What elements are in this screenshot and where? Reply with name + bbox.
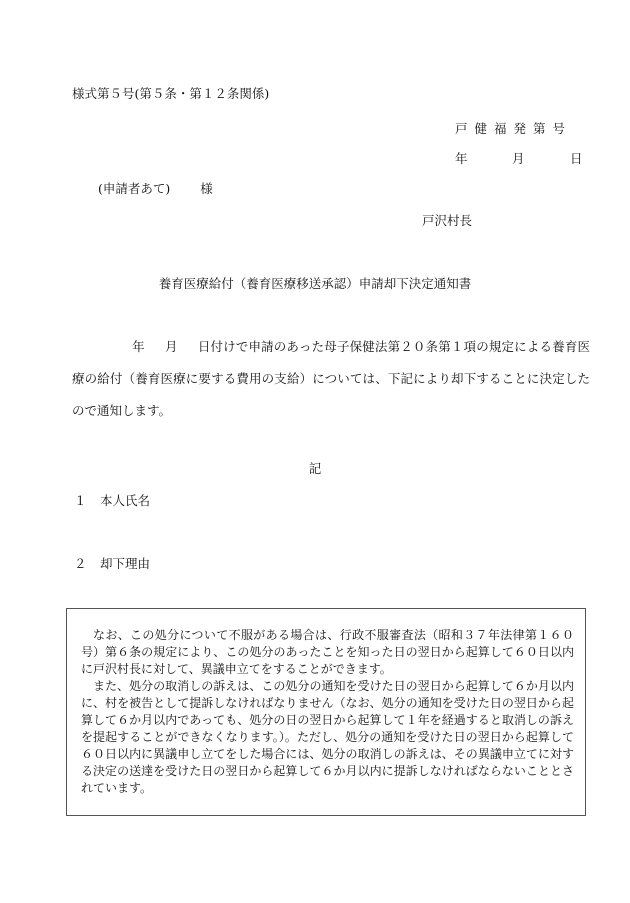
item-applicant-name — [74, 493, 150, 509]
addressee — [98, 181, 213, 197]
body-paragraph — [72, 331, 590, 427]
notice-paragraph-1: なお、この処分について不服がある場合は、行政不服審査法（昭和３７年法律第１６０号）第６条の規定により、この処分のあったことを知った日の翌日から起算して６０日以内に戸沢村長に対して、異議申立てをすることができます。 — [81, 628, 574, 676]
body-month: 月 — [164, 339, 178, 354]
item-number: １ — [74, 493, 87, 508]
document-number: 戸健福発第号 — [455, 121, 573, 136]
notice-paragraph-2: また、処分の取消しの訴えは、この処分の通知を受けた日の翌日から起算して６か月以内に、村を被告として提訴しなければなりません（なお、処分の通知を受けた日の翌日から起算して６か月以内であっても、処分の日の翌日から起算して１年を経過すると取消しの訴えを提起することができなくなります。）。ただし、処分の通知を受けた日の翌日から起算して６０日以内に異議申し立てをした場合には、処分の取消しの訴えは、その異議申立てに対する決定の送達を受けた日の翌日から起算して６か月以内に提訴しなければならないこととされています。 — [81, 679, 574, 795]
form-number: 様式第５号(第５条・第１２条関係) — [72, 86, 270, 101]
document-title: 養育医療給付（養育医療移送承認）申請却下決定通知書 — [158, 276, 472, 291]
item-label: 本人氏名 — [100, 493, 151, 508]
body-year: 年 — [132, 339, 145, 354]
date-year: 年 — [455, 151, 468, 166]
body-text: 日付けで申請のあった母子保健法第２０条第１項の規定による養育医療の給付（養育医療に要する費用の支給）については、下記により却下することに決定したので通知します。 — [72, 339, 590, 418]
addressee-label: (申請者あて) — [98, 181, 171, 196]
item-label: 却下理由 — [100, 556, 151, 571]
item-rejection-reason — [74, 556, 150, 572]
item-number: ２ — [74, 556, 87, 571]
date-day: 日 — [570, 151, 583, 166]
appeal-notice-box — [66, 608, 586, 816]
ki-heading: 記 — [308, 461, 322, 476]
addressee-honorific: 様 — [200, 181, 213, 196]
issuer: 戸沢村長 — [422, 213, 473, 228]
date-month: 月 — [512, 151, 525, 166]
